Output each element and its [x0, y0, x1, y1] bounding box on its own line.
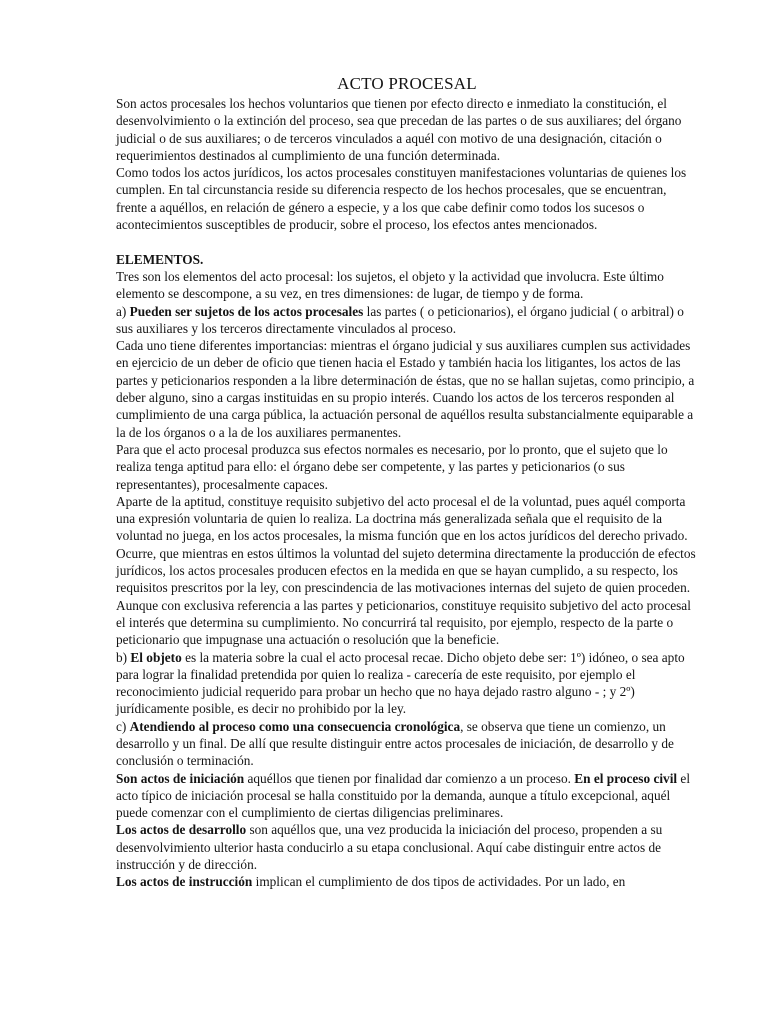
- iniciacion-bold-2: En el proceso civil: [574, 770, 678, 786]
- desarrollo-text: son aquéllos que, una vez producida la iniciación del proceso, propenden a su desenvolvimiento ulterior hasta conducirlo a su etapa conclusional. Aquí cabe distinguir entre actos de instrucción y de dirección.: [116, 822, 663, 873]
- instruccion-bold: Los actos de instrucción: [116, 874, 253, 890]
- iniciacion-paragraph: [116, 770, 698, 822]
- paragraph-gap: [116, 233, 698, 250]
- elementos-paragraph-1: Tres son los elementos del acto procesal: los sujetos, el objeto y la actividad que involucra. Este último elemento se descompone, a su vez, en tres dimensiones: de lugar, de tiempo y de forma.: [116, 268, 664, 302]
- section-heading-elementos: ELEMENTOS.: [116, 251, 204, 267]
- elementos-paragraph-2: Cada uno tiene diferentes importancias: mientras el órgano judicial y sus auxiliares cumplen sus actividades en ejercicio de un deber de oficio que tienen hacia el Estado y también hacia los litigantes, los actos de las partes y peticionarios responden a la libre determinación de éstas, que no se hallan sujetas, como principio, a deber alguno, sino a cargas instituidas en su propio interés. Cuando los actos de los terceros responden al cumplimiento de una carga pública, la actuación personal de aquéllos resulta substancialmente equiparable a la de los órganos o a la de los auxiliares permanentes.: [116, 338, 695, 440]
- item-b-text: es la materia sobre la cual el acto procesal recae. Dicho objeto debe ser: 1º) idóneo, o sea apto para lograr la finalidad pretendida por quien lo realiza - carecería de este requisito, por ejemplo el reconocimiento judicial requerido para probar un hecho que no haya dejado rastro alguno - ; y 2º) jurídicamente posible, es decir no prohibido por la ley.: [116, 649, 685, 717]
- item-c-bold: Atendiendo al proceso como una consecuencia cronológica: [129, 718, 461, 734]
- intro-paragraph-2: Como todos los actos jurídicos, los actos procesales constituyen manifestaciones voluntarias de quienes los cumplen. En tal circunstancia reside su diferencia respecto de los hechos procesales, que se encuentran, frente a aquéllos, en relación de género a especie, y a los que cabe definir como todos los sucesos o acontecimientos susceptibles de producir, sobre el proceso, los efectos antes mencionados.: [116, 165, 687, 233]
- item-c-marker: c): [116, 718, 130, 734]
- iniciacion-text-1: aquéllos que tienen por finalidad dar comienzo a un proceso.: [244, 770, 575, 786]
- elementos-paragraph-4: Aparte de la aptitud, constituye requisito subjetivo del acto procesal el de la voluntad, pues aquél comporta una expresión voluntaria de quien lo realiza. La doctrina más generalizada señala que el requisito de la voluntad no juega, en los actos procesales, la misma función que en los actos jurídicos del derecho privado. Ocurre, que mientras en estos últimos la voluntad del sujeto determina directamente la producción de efectos jurídicos, los actos procesales producen efectos en la medida en que se hayan cumplido, a su respecto, los requisitos prescritos por la ley, con prescindencia de las motivaciones internas del sujeto de quien proceden.: [116, 493, 696, 596]
- elementos-paragraph-3: Para que el acto procesal produzca sus efectos normales es necesario, por lo pronto, que el sujeto que lo realiza tenga aptitud para ello: el órgano debe ser competente, y las partes y peticionarios (o sus representantes), procesalmente capaces.: [116, 441, 668, 492]
- document-page: [116, 73, 698, 891]
- item-b-bold: El objeto: [130, 649, 182, 665]
- item-a-bold: Pueden ser sujetos de los actos procesales: [129, 303, 364, 319]
- instruccion-paragraph: [116, 873, 698, 890]
- item-b-paragraph: [116, 649, 698, 718]
- document-title: ACTO PROCESAL: [337, 74, 477, 93]
- iniciacion-text-2: el acto típico de iniciación procesal se halla constituido por la demanda, aunque a título excepcional, aquél puede comenzar con el cumplimiento de ciertas diligencias preliminares.: [116, 770, 691, 821]
- item-c-text: , se observa que tiene un comienzo, un desarrollo y un final. De allí que resulte distinguir entre actos procesales de iniciación, de desarrollo y de conclusión o terminación.: [116, 718, 674, 769]
- desarrollo-bold: Los actos de desarrollo: [116, 822, 247, 838]
- elementos-paragraph-5: Aunque con exclusiva referencia a las partes y peticionarios, constituye requisito subjetivo del acto procesal el interés que determina su cumplimiento. No concurrirá tal requisito, por ejemplo, respecto de la parte o peticionario que impugnase una actuación o resolución que la beneficie.: [116, 597, 691, 648]
- instruccion-text: implican el cumplimiento de dos tipos de actividades. Por un lado, en: [252, 874, 626, 890]
- desarrollo-paragraph: [116, 821, 698, 873]
- intro-paragraph-1: Son actos procesales los hechos voluntarios que tienen por efecto directo e inmediato la constitución, el desenvolvimiento o la extinción del proceso, sea que precedan de las partes o de sus auxiliares; del órgano judicial o de sus auxiliares; o de terceros vinculados a aquél con motivo de una designación, citación o requerimientos destinados al cumplimiento de una función determinada.: [116, 96, 682, 163]
- item-b-marker: b): [116, 649, 131, 665]
- item-c-paragraph: [116, 718, 698, 770]
- item-a-marker: a): [116, 303, 130, 319]
- item-a-paragraph: [116, 303, 698, 338]
- iniciacion-bold: Son actos de iniciación: [116, 770, 245, 786]
- item-a-text: las partes ( o peticionarios), el órgano judicial ( o arbitral) o sus auxiliares y los terceros directamente vinculados al proceso.: [116, 303, 684, 336]
